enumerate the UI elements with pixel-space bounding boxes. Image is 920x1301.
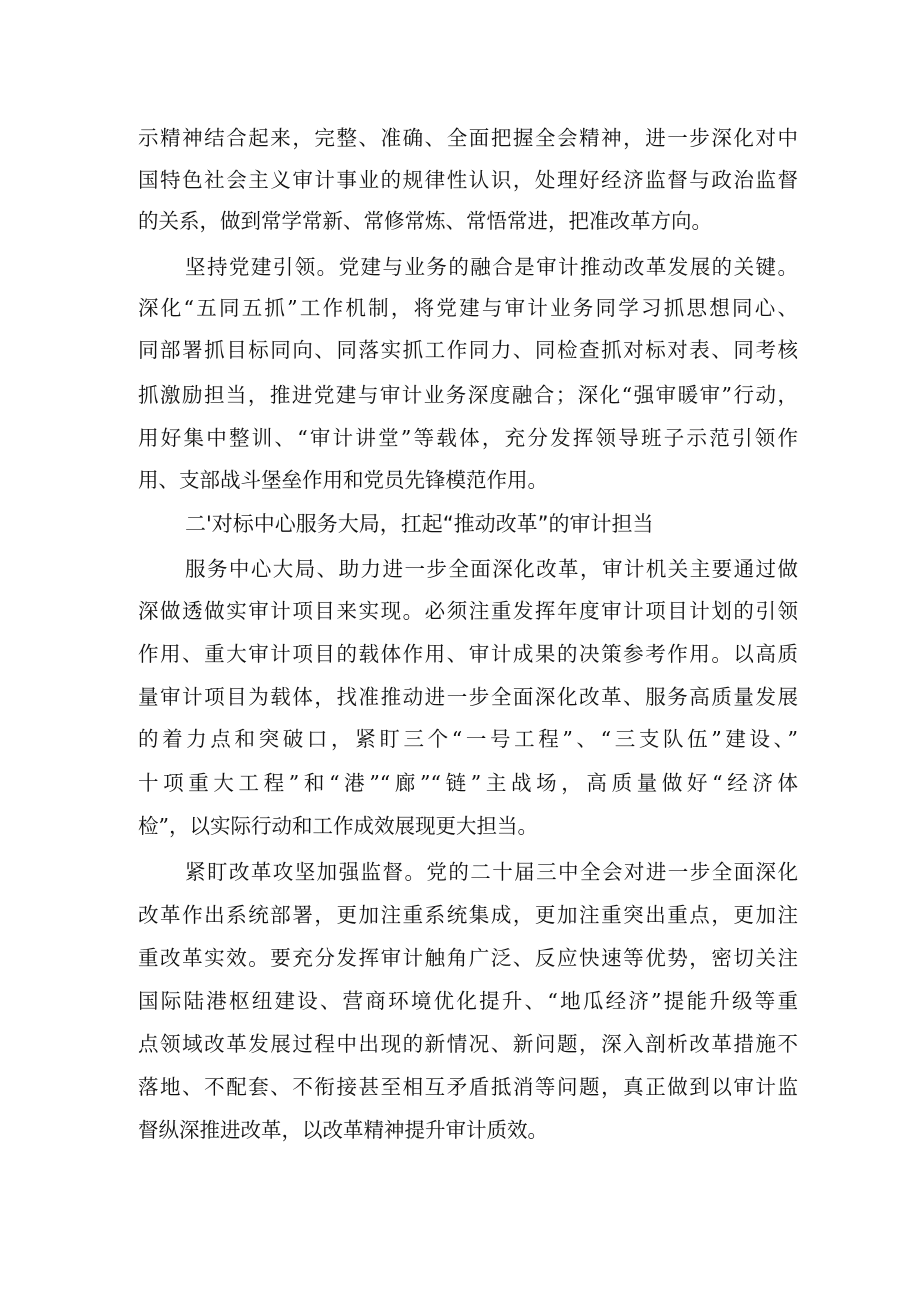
para4-line-3: 重改革实效。要充分发挥审计触角广泛、反应快速等优势，密切关注 <box>138 946 798 970</box>
para2-line-4: 抓激励担当，推进党建与审计业务深度融合；深化“强审暖审”行动， <box>138 383 798 407</box>
para3-line-4: 量审计项目为载体，找准推动进一步全面深化改革、服务高质量发展 <box>138 685 798 709</box>
para1-line-1: 示精神结合起来，完整、准确、全面把握全会精神，进一步深化对中 <box>138 126 798 150</box>
para4-line-7: 督纵深推进改革，以改革精神提升审计质效。 <box>138 1118 548 1142</box>
para4-line-1: 紧盯改革攻坚加强监督。党的二十届三中全会对进一步全面深化 <box>185 860 798 884</box>
para2-line-5: 用好集中整训、“审计讲堂”等载体，充分发挥领导班子示范引领作 <box>138 426 798 450</box>
para4-line-2: 改革作出系统部署，更加注重系统集成，更加注重突出重点，更加注 <box>138 903 798 927</box>
para3-line-5: 的着力点和突破口，紧盯三个“一号工程”、“三支队伍”建设、” <box>138 727 798 751</box>
para1-line-3: 的关系，做到常学常新、常修常炼、常悟常进，把准改革方向。 <box>138 209 712 233</box>
para2-line-6: 用、支部战斗堡垒作用和党员先锋模范作用。 <box>138 468 548 492</box>
section-heading: 二'对标中心服务大局，扛起“推动改革”的审计担当 <box>185 512 654 536</box>
para4-line-5: 点领域改革发展过程中出现的新情况、新问题，深入剖析改革措施不 <box>138 1032 798 1056</box>
para4-line-6: 落地、不配套、不衔接甚至相互矛盾抵消等问题，真正做到以审计监 <box>138 1075 798 1099</box>
para3-line-1: 服务中心大局、助力进一步全面深化改革，审计机关主要通过做 <box>185 557 798 581</box>
para3-line-3: 作用、重大审计项目的载体作用、审计成果的决策参考作用。以高质 <box>138 642 798 666</box>
para2-line-1: 坚持党建引领。党建与业务的融合是审计推动改革发展的关键。 <box>185 255 798 279</box>
para4-line-4: 国际陆港枢纽建设、营商环境优化提升、“地瓜经济”提能升级等重 <box>138 989 798 1013</box>
para2-line-3: 同部署抓目标同向、同落实抓工作同力、同检查抓对标对表、同考核 <box>138 338 798 362</box>
para2-line-2: 深化“五同五抓”工作机制，将党建与审计业务同学习抓思想同心、 <box>138 296 798 320</box>
para3-line-7: 检”，以实际行动和工作成效展现更大担当。 <box>138 814 538 838</box>
para3-line-6: 十项重大工程”和“港”“廊”“链”主战场，高质量做好“经济体 <box>138 771 798 795</box>
para3-line-2: 深做透做实审计项目来实现。必须注重发挥年度审计项目计划的引领 <box>138 599 798 623</box>
para1-line-2: 国特色社会主义审计事业的规律性认识，处理好经济监督与政治监督 <box>138 168 798 192</box>
